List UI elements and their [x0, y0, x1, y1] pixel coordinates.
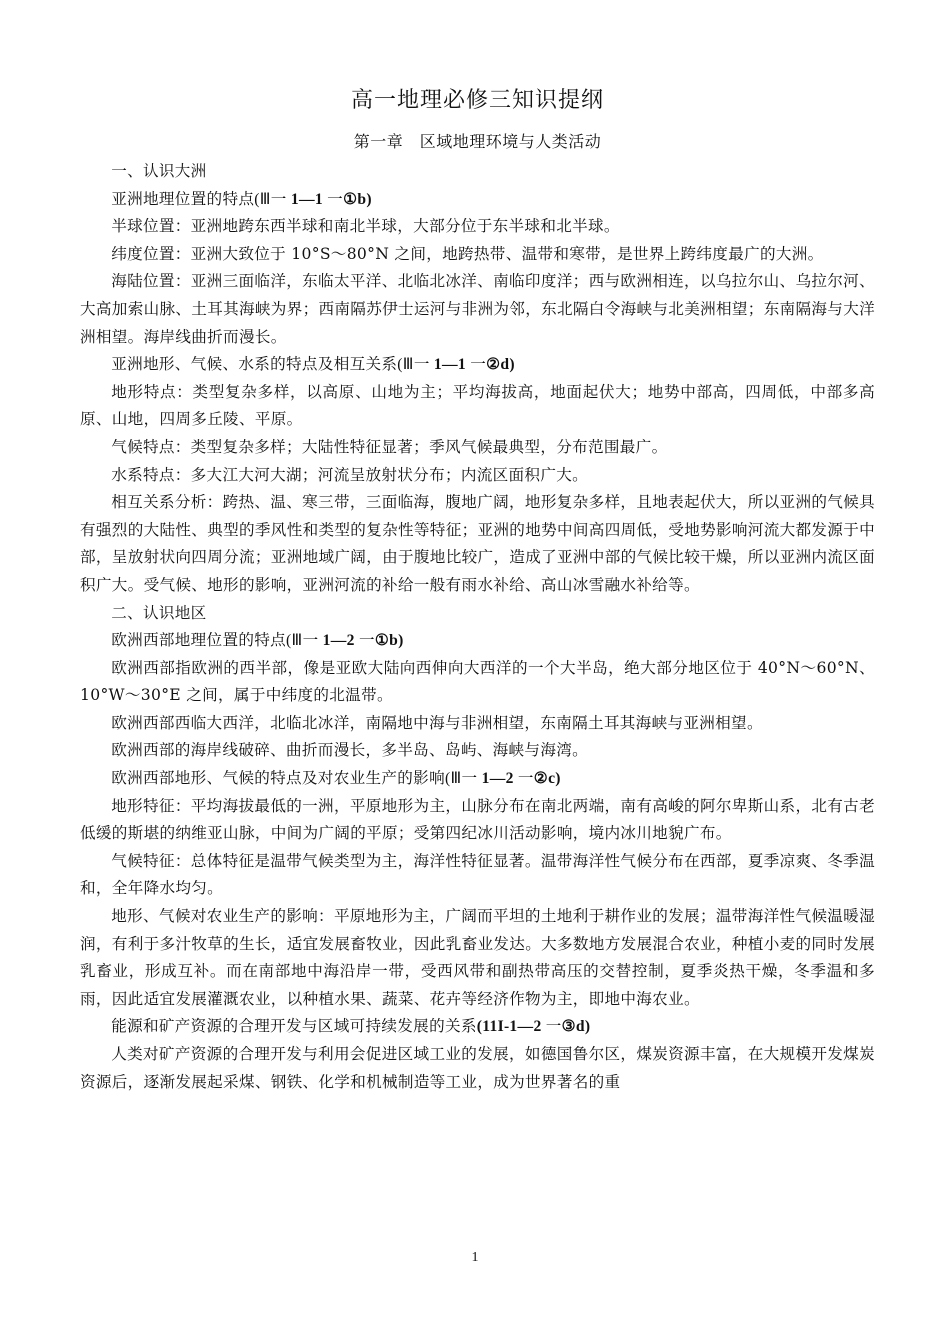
paragraph: 人类对矿产资源的合理开发与利用会促进区域工业的发展，如德国鲁尔区，煤炭资源丰富，在大规模开发煤炭资源后，逐渐发展起采煤、钢铁、化学和机械制造等工业，成为世界著名的重: [80, 1045, 875, 1091]
paragraph: 水系特点：多大江大河大湖；河流呈放射状分布；内流区面积广大。: [111, 465, 589, 484]
heading-text: 亚洲地形、气候、水系的特点及相互关系: [111, 355, 398, 374]
document-page: [80, 86, 875, 1096]
heading-code-tail: ①b): [374, 632, 404, 650]
paragraph: 相互关系分析：跨热、温、寒三带，三面临海，腹地广阔，地形复杂多样，且地表起伏大，所以亚洲的气候具有强烈的大陆性、典型的季风性和类型的复杂性等特征；亚洲的地势中间高四周低，受地势影响河流大都发源于中部，呈放射状向四周分流；亚洲地域广阔，由于腹地比较广，造成了亚洲中部的气候比较干燥，所以亚洲内流区面积广大。受气候、地形的影响，亚洲河流的补给一般有雨水补给、高山冰雪融水补给等。: [80, 493, 875, 594]
heading-code-tail: ③d): [561, 1018, 591, 1036]
topic-heading: [80, 186, 875, 214]
heading-code-tail: ②d): [486, 356, 515, 374]
heading-text: 欧洲西部地理位置的特点: [111, 631, 287, 650]
heading-code-prefix: (Ⅲ一: [286, 632, 323, 650]
heading-code-bold: 1—1: [433, 356, 467, 374]
paragraph: 地形特点：类型复杂多样，以高原、山地为主；平均海拔高，地面起伏大；地势中部高，四周低，中部多高原、山地，四周多丘陵、平原。: [80, 382, 875, 429]
section-heading-2: 二、认识地区: [111, 603, 207, 622]
chapter-title: 第一章 区域地理环境与人类活动: [353, 132, 602, 151]
heading-text: 亚洲地理位置的特点: [111, 189, 255, 208]
paragraph: 欧洲西部西临大西洋，北临北冰洋，南隔地中海与非洲相望，东南隔土耳其海峡与亚洲相望。: [111, 713, 763, 732]
paragraph: 欧洲西部的海岸线破碎、曲折而漫长，多半岛、岛屿、海峡与海湾。: [111, 741, 589, 760]
heading-code-bold: 1—2: [322, 632, 355, 650]
paragraph: 地形、气候对农业生产的影响：平原地形为主，广阔而平坦的土地利于耕作业的发展；温带海洋性气候温暖湿润，有利于多汁牧草的生长，适宜发展畜牧业，因此乳畜业发达。大多数地方发展混合农业，种植小麦的同时发展乳畜业，形成互补。而在南部地中海沿岸一带，受西风带和副热带高压的交替控制，夏季炎热干燥，冬季温和多雨，因此适宜发展灌溉农业，以种植水果、蔬菜、花卉等经济作物为主，即地中海农业。: [80, 907, 875, 1008]
document-title: 高一地理必修三知识提纲: [350, 88, 604, 113]
topic-heading: [80, 765, 875, 793]
paragraph: 气候特点：类型复杂多样；大陆性特征显著；季风气候最典型，分布范围最广。: [111, 437, 668, 456]
heading-text: 欧洲西部地形、气候的特点及对农业生产的影响: [111, 769, 445, 788]
heading-code-mid: 一: [541, 1018, 562, 1036]
heading-code-prefix: (Ⅲ一: [254, 190, 291, 208]
topic-heading: [80, 1013, 875, 1041]
paragraph: 地形特征：平均海拔最低的一洲，平原地形为主，山脉分布在南北两端，南有高峻的阿尔卑斯山系，北有古老低缓的斯堪的纳维亚山脉，中间为广阔的平原；受第四纪冰川活动影响，境内冰川地貌广布。: [80, 796, 875, 843]
heading-code-tail: ②c): [533, 770, 561, 788]
page-number: 1: [471, 1250, 479, 1265]
heading-code-mid: 一: [354, 632, 375, 650]
heading-code-prefix: (Ⅲ一: [397, 356, 434, 374]
paragraph: 纬度位置：亚洲大致位于 10°S～80°N 之间，地跨热带、温带和寒带，是世界上跨纬度最广的大洲。: [111, 244, 824, 263]
heading-code-bold: 1—1: [290, 190, 323, 208]
paragraph: 半球位置：亚洲地跨东西半球和南北半球，大部分位于东半球和北半球。: [111, 217, 620, 236]
heading-code-tail: ①b): [343, 190, 372, 208]
heading-code-bold: —2: [517, 1018, 542, 1036]
heading-code-bold: 1—2: [481, 770, 514, 788]
heading-code-prefix: (Ⅲ一: [444, 770, 482, 788]
heading-code-prefix: (11I-1: [476, 1018, 518, 1036]
section-heading-1: 一、认识大洲: [111, 162, 207, 180]
heading-text: 能源和矿产资源的合理开发与区域可持续发展的关系: [111, 1017, 477, 1036]
topic-heading: [80, 627, 875, 655]
topic-heading: [80, 351, 875, 379]
heading-code-mid: 一: [322, 190, 344, 208]
heading-code-mid: 一: [466, 356, 487, 374]
paragraph: 气候特征：总体特征是温带气候类型为主，海洋性特征显著。温带海洋性气候分布在西部，夏季凉爽、冬季温和，全年降水均匀。: [80, 851, 875, 898]
paragraph: 海陆位置：亚洲三面临洋，东临太平洋、北临北冰洋、南临印度洋；西与欧洲相连，以乌拉尔山、乌拉尔河、大高加索山脉、土耳其海峡为界；西南隔苏伊士运河与非洲为邻，东北隔白令海峡与北美洲相望；东南隔海与大洋洲相望。海岸线曲折而漫长。: [80, 272, 875, 346]
paragraph: 欧洲西部指欧洲的西半部，像是亚欧大陆向西伸向大西洋的一个大半岛，绝大部分地区位于 40°N～60°N、10°W～30°E 之间，属于中纬度的北温带。: [80, 658, 875, 705]
heading-code-mid: 一: [513, 770, 534, 788]
